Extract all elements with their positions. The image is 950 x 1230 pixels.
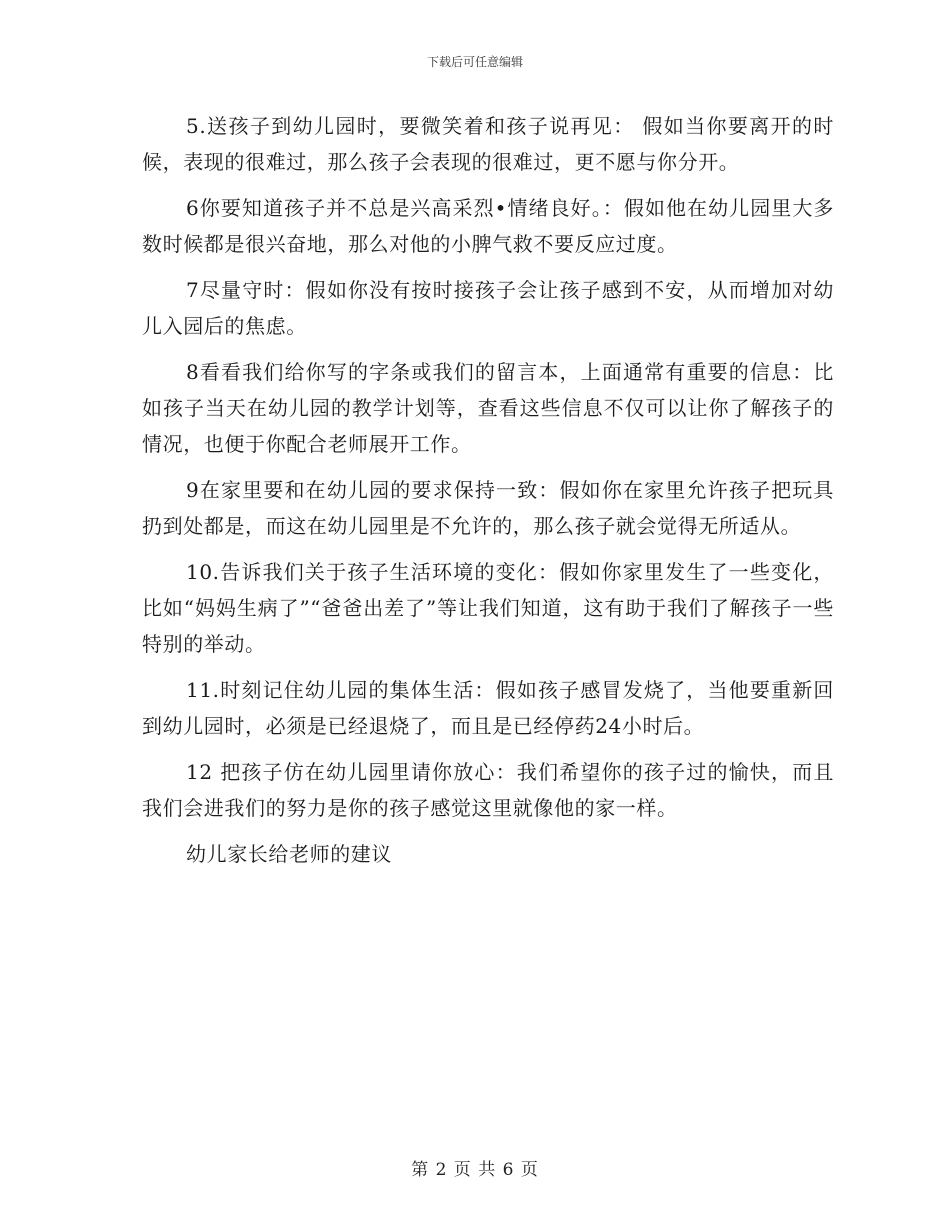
- page-number: 第 2 页 共 6 页: [411, 1160, 539, 1180]
- paragraph-7: 7尽量守时：假如你没有按时接孩子会让孩子感到不安，从而增加对幼儿入园后的焦虑。: [142, 278, 834, 338]
- paragraph-8: 8看看我们给你写的字条或我们的留言本，上面通常有重要的信息：比如孩子当天在幼儿园的教学计划等，查看这些信息不仅可以让你了解孩子的情况，也便于你配合老师展开工作。: [142, 360, 834, 456]
- header-note: 下载后可任意编辑: [426, 55, 523, 69]
- paragraph-9: 9在家里要和在幼儿园的要求保持一致：假如你在家里允许孩子把玩具扔到处都是，而这在幼儿园里是不允许的，那么孩子就会觉得无所适从。: [142, 478, 834, 538]
- paragraph-12: 12 把孩子仿在幼儿园里请你放心：我们希望你的孩子过的愉快，而且我们会进我们的努力是你的孩子感觉这里就像他的家一样。: [142, 760, 834, 820]
- document-body: [142, 108, 834, 882]
- paragraph-10: 10.告诉我们关于孩子生活环境的变化：假如你家里发生了一些变化，比如“妈妈生病了”“爸爸出差了”等让我们知道，这有助于我们了解孩子一些特别的举动。: [142, 560, 834, 656]
- paragraph-11: 11.时刻记住幼儿园的集体生活：假如孩子感冒发烧了，当他要重新回到幼儿园时，必须是已经退烧了，而且是已经停药24小时后。: [142, 678, 834, 738]
- section-heading: 幼儿家长给老师的建议: [186, 842, 392, 866]
- paragraph-6: 6你要知道孩子并不总是兴高采烈•情绪良好。：假如他在幼儿园里大多数时候都是很兴奋地，那么对他的小脾气救不要反应过度。: [142, 196, 834, 256]
- paragraph-5: 5.送孩子到幼儿园时，要微笑着和孩子说再见： 假如当你要离开的时候，表现的很难过，那么孩子会表现的很难过，更不愿与你分开。: [142, 114, 834, 174]
